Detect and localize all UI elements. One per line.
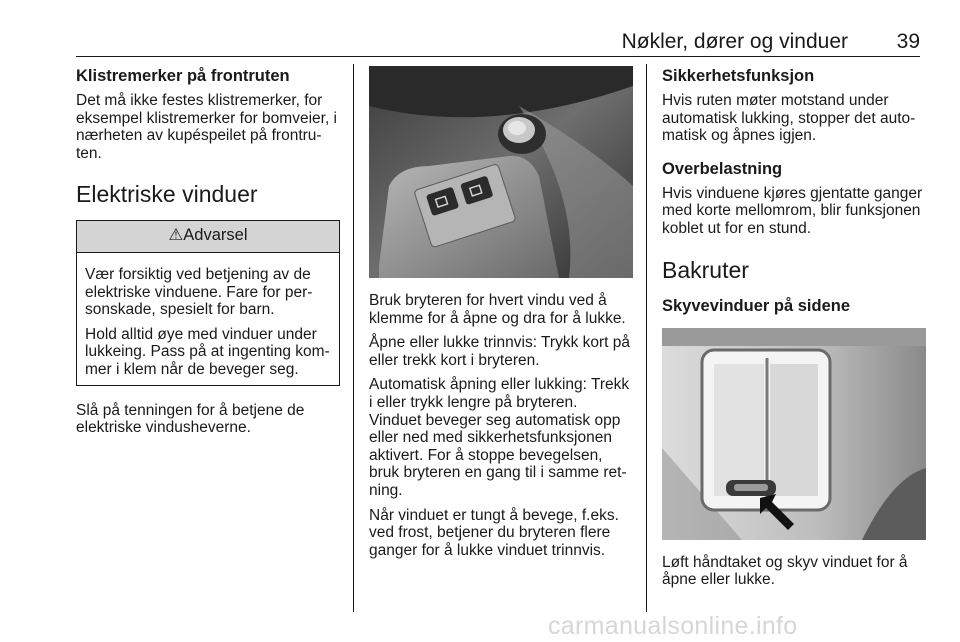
heading-stickers: Klistremerker på frontruten [76, 67, 290, 85]
warning-box [76, 220, 340, 385]
heading-sliding-windows: Skyvevinduer på sidene [662, 296, 851, 315]
running-header-title: Nøkler, dører og vinduer [621, 30, 848, 53]
warning-body [77, 253, 339, 385]
warning-paragraph-1: Vær forsiktig ved betjening av de elektriske vinduene. Fare for per-sonskade, spesielt for barn. [85, 265, 313, 319]
page-number: 39 [896, 30, 920, 53]
paragraph-automatic: Automatisk åpning eller lukking: Trekk i eller trykk lengre på bryteren. Vinduet beveger seg automatisk opp eller ned med sikkerhetsfunksjonen aktivert. For å stoppe bevegelsen, bruk bryteren en gang til i samme ret-ning. [369, 376, 630, 499]
column-2 [369, 66, 633, 566]
header-rule [76, 56, 920, 57]
sliding-window-photo [662, 328, 926, 540]
paragraph-ignition: Slå på tenningen for å betjene de elektriske vindusheverne. [76, 401, 305, 437]
heading-safety-function: Sikkerhetsfunksjon [662, 67, 815, 85]
paragraph-stickers: Det må ikke festes klistremerker, for eksempel klistremerker for bomveier, i nærheten av kupéspeilet på frontru-ten. [76, 92, 337, 162]
paragraph-overload: Hvis vinduene kjøres gjentatte ganger med korte mellomrom, blir funksjonen koblet ut for en stund. [662, 184, 923, 237]
warning-title: Advarsel [183, 226, 248, 245]
paragraph-switch-usage: Bruk bryteren for hvert vindu ved å klemme for å åpne og dra for å lukke. [369, 292, 626, 327]
warning-triangle-icon: ⚠ [168, 226, 184, 245]
heading-electric-windows: Elektriske vinduer [76, 181, 258, 208]
paragraph-safety-function: Hvis ruten møter motstand under automatisk lukking, stopper det auto-matisk og åpnes igjen. [662, 92, 916, 145]
paragraph-sliding-windows: Løft håndtaket og skyv vinduet for å åpne eller lukke. [662, 553, 908, 589]
warning-header [77, 221, 339, 253]
column-divider-left [353, 64, 354, 612]
watermark: carmanualsonline.info [548, 612, 798, 640]
column-1 [76, 66, 340, 444]
heading-rear-windows: Bakruter [662, 256, 749, 283]
window-switch-photo [369, 66, 633, 278]
warning-paragraph-2: Hold alltid øye med vinduer under lukkeing. Pass på at ingenting kom-mer i klem når de beveger seg. [85, 325, 330, 378]
heading-overload: Overbelastning [662, 159, 783, 178]
paragraph-stepwise: Åpne eller lukke trinnvis: Trykk kort på eller trekk kort i bryteren. [369, 334, 631, 369]
column-divider-right [646, 64, 647, 612]
paragraph-frost: Når vinduet er tungt å bevege, f.eks. ved frost, betjener du bryteren flere ganger for å lukke vinduet trinnvis. [369, 506, 619, 559]
column-3 [662, 66, 926, 596]
